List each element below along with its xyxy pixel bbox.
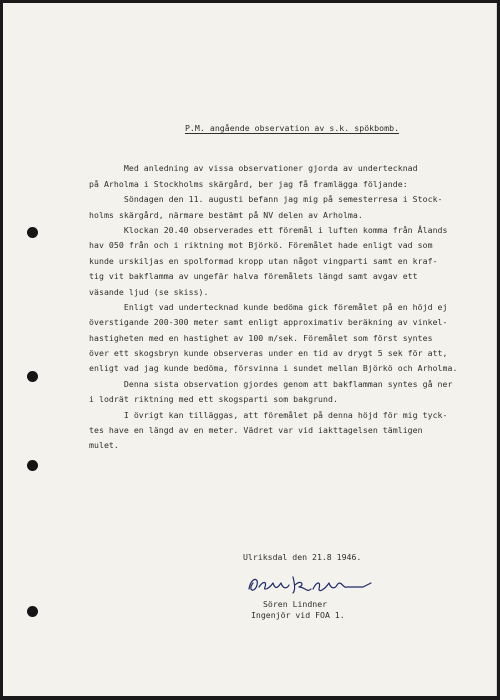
punch-hole [27,227,38,238]
text-line: Klockan 20.40 observerades ett föremål i luften komma från Ålands [89,224,448,235]
text-line: Söndagen den 11. augusti befann jag mig på semesterresa i Stock- [89,194,443,205]
text-line: enligt vad jag kunde bedöma, försvinna i sundet mellan Björkö och Arholma. [89,363,458,374]
text-line: på Arholma i Stockholms skärgård, ber jag få framlägga följande: [89,178,408,189]
text-line: mulet. [89,440,119,451]
place-date: Ulriksdal den 21.8 1946. [243,552,362,562]
text-line: tig vit bakflamma av ungefär halva föremålets längd samt avgav ett [89,271,418,282]
handwritten-signature [245,571,385,599]
text-line: överstigande 200-300 meter samt enligt approximativ beräkning av vinkel- [89,317,448,328]
paragraph [89,223,459,300]
text-line: holms skärgård, närmare bestämt på NV delen av Arholma. [89,209,363,220]
punch-hole [27,460,38,471]
text-line: väsande ljud (se skiss). [89,286,209,297]
text-line: Med anledning av vissa observationer gjorda av undertecknad [89,163,418,174]
document-body [89,121,459,454]
text-line: i lodrät riktning med ett skogsparti som bakgrund. [89,394,338,405]
text-line: tes have en längd av en meter. Vädret var vid iakttagelsen tämligen [89,425,423,436]
signer-name: Sören Lindner [263,599,328,609]
text-line: I övrigt kan tilläggas, att föremålet på denna höjd för mig tyck- [89,409,448,420]
signer-title: Ingenjör vid FOA 1. [251,610,345,620]
document-title: P.M. angående observation av s.k. spökbomb. [184,123,400,133]
text-line: över ett skogsbryn kunde observeras under en tid av drygt 5 sek för att, [89,348,448,359]
text-line: kunde urskiljas en spolformad kropp utan något vingparti samt en kraf- [89,255,438,266]
text-line: Enligt vad undertecknad kunde bedöma gick föremålet på en höjd ej [89,301,448,312]
text-line: Denna sista observation gjordes genom att bakflamman syntes gå ner [89,378,453,389]
punch-hole [27,606,38,617]
paragraph [89,408,459,454]
paragraph [89,192,459,223]
text-line: hastigheten med en hastighet av 100 m/sek. Föremålet som först syntes [89,332,433,343]
document-page [3,3,497,696]
punch-hole [27,371,38,382]
text-line: hav 050 från och i riktning mot Björkö. Föremålet hade enligt vad som [89,240,433,251]
paragraph [89,161,459,192]
paragraph [89,300,459,408]
